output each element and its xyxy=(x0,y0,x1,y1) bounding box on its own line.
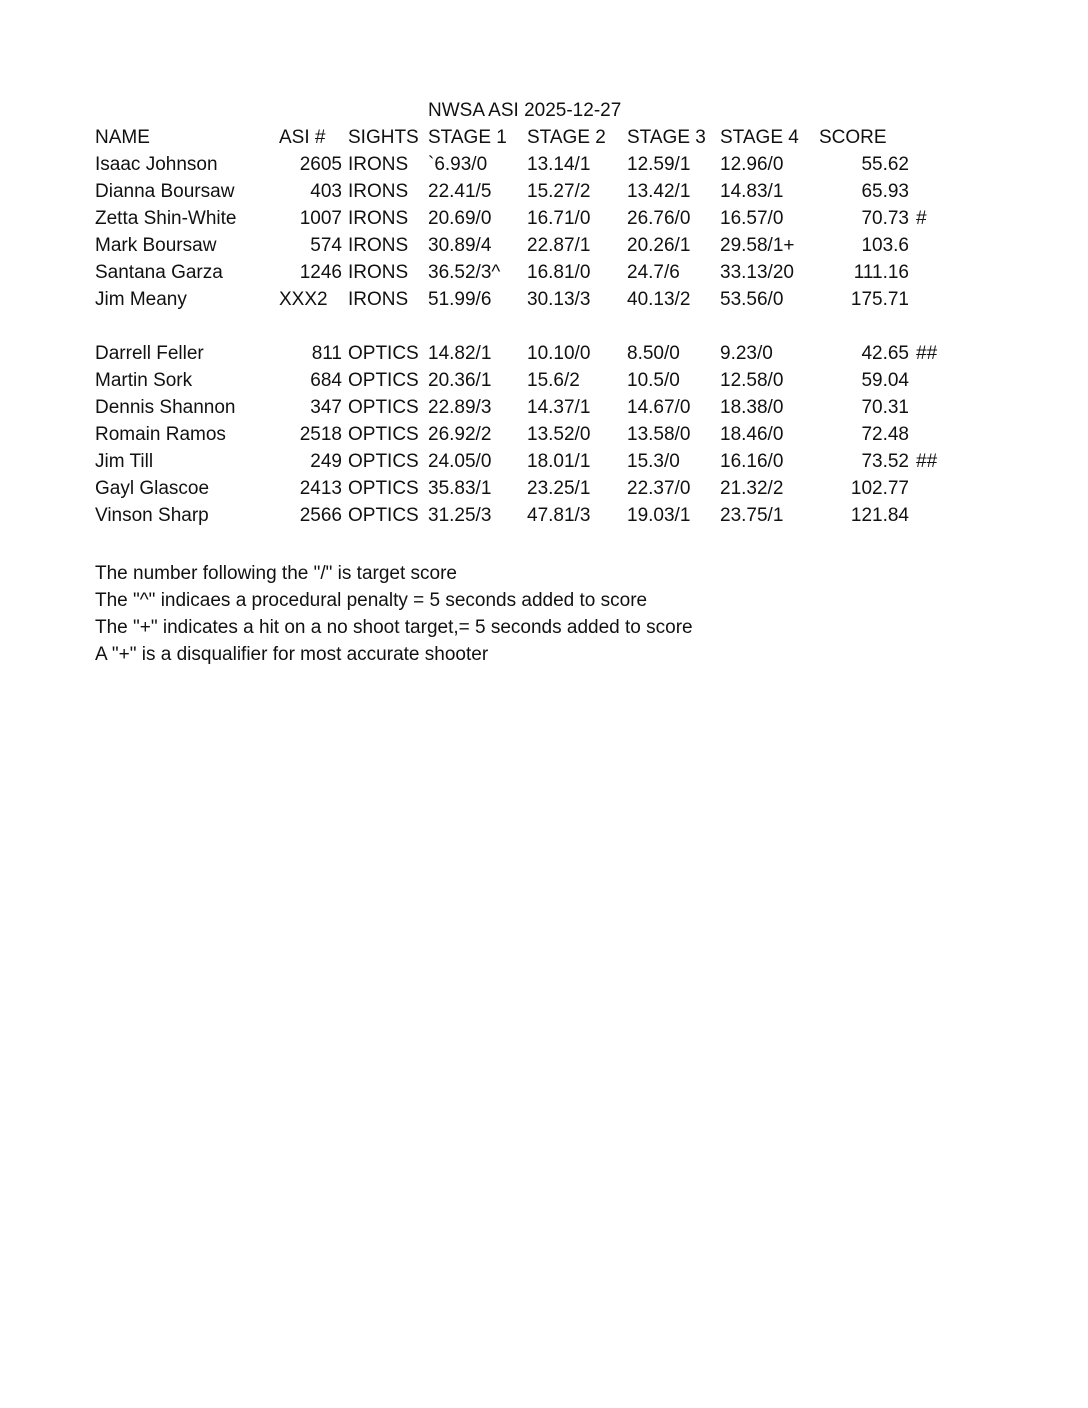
shooter-name: Mark Boursaw xyxy=(95,235,217,256)
stage3-result: 24.7/6 xyxy=(627,262,680,283)
header-name: NAME xyxy=(95,127,150,148)
stage1-result: 31.25/3 xyxy=(428,505,492,526)
sights-type: OPTICS xyxy=(348,397,419,418)
stage4-result: 29.58/1+ xyxy=(720,235,795,256)
award-flag: # xyxy=(916,208,927,229)
stage2-result: 30.13/3 xyxy=(527,289,591,310)
sights-type: OPTICS xyxy=(348,370,419,391)
stage2-result: 13.52/0 xyxy=(527,424,591,445)
shooter-name: Martin Sork xyxy=(95,370,193,391)
stage2-result: 14.37/1 xyxy=(527,397,591,418)
total-score: 55.62 xyxy=(861,154,909,175)
stage3-result: 19.03/1 xyxy=(627,505,691,526)
stage3-result: 15.3/0 xyxy=(627,451,680,472)
stage2-result: 13.14/1 xyxy=(527,154,591,175)
shooter-name: Gayl Glascoe xyxy=(95,478,210,499)
stage1-result: `6.93/0 xyxy=(428,154,488,175)
shooter-name: Vinson Sharp xyxy=(95,505,209,526)
page-title: NWSA ASI 2025-12-27 xyxy=(428,100,622,121)
total-score: 103.6 xyxy=(861,235,909,256)
total-score: 121.84 xyxy=(850,505,909,526)
stage4-result: 16.16/0 xyxy=(720,451,784,472)
asi-number: 1246 xyxy=(299,262,342,283)
asi-number: 2605 xyxy=(299,154,342,175)
sights-type: IRONS xyxy=(348,208,409,229)
stage1-result: 22.89/3 xyxy=(428,397,492,418)
stage4-result: 16.57/0 xyxy=(720,208,784,229)
stage3-result: 40.13/2 xyxy=(627,289,691,310)
shooter-name: Romain Ramos xyxy=(95,424,226,445)
sights-type: OPTICS xyxy=(348,478,419,499)
stage4-result: 18.38/0 xyxy=(720,397,784,418)
note-line: The number following the "/" is target score xyxy=(95,563,457,584)
stage2-result: 23.25/1 xyxy=(527,478,591,499)
asi-number: 684 xyxy=(310,370,342,391)
stage2-result: 15.27/2 xyxy=(527,181,591,202)
stage3-result: 20.26/1 xyxy=(627,235,691,256)
header-asi: ASI # xyxy=(279,127,326,148)
stage4-result: 21.32/2 xyxy=(720,478,784,499)
stage2-result: 18.01/1 xyxy=(527,451,591,472)
shooter-name: Santana Garza xyxy=(95,262,223,283)
award-flag: ## xyxy=(916,451,938,472)
asi-number: 574 xyxy=(310,235,342,256)
asi-number: 249 xyxy=(310,451,342,472)
stage1-result: 36.52/3^ xyxy=(428,262,501,283)
stage2-result: 10.10/0 xyxy=(527,343,591,364)
stage4-result: 18.46/0 xyxy=(720,424,784,445)
total-score: 70.73 xyxy=(861,208,909,229)
stage4-result: 12.58/0 xyxy=(720,370,784,391)
total-score: 59.04 xyxy=(861,370,909,391)
asi-number: XXX2 xyxy=(279,289,328,310)
shooter-name: Dianna Boursaw xyxy=(95,181,235,202)
stage1-result: 20.69/0 xyxy=(428,208,492,229)
sights-type: OPTICS xyxy=(348,505,419,526)
stage2-result: 22.87/1 xyxy=(527,235,591,256)
notes-section xyxy=(95,560,693,668)
header-stage4: STAGE 4 xyxy=(720,127,799,148)
stage4-result: 9.23/0 xyxy=(720,343,773,364)
header-stage3: STAGE 3 xyxy=(627,127,706,148)
stage3-result: 13.58/0 xyxy=(627,424,691,445)
stage1-result: 35.83/1 xyxy=(428,478,492,499)
sights-type: OPTICS xyxy=(348,424,419,445)
shooter-name: Dennis Shannon xyxy=(95,397,236,418)
header-stage2: STAGE 2 xyxy=(527,127,606,148)
stage1-result: 30.89/4 xyxy=(428,235,492,256)
total-score: 70.31 xyxy=(861,397,909,418)
total-score: 65.93 xyxy=(861,181,909,202)
sights-type: IRONS xyxy=(348,181,409,202)
total-score: 42.65 xyxy=(861,343,909,364)
stage4-result: 14.83/1 xyxy=(720,181,784,202)
asi-number: 2518 xyxy=(299,424,342,445)
stage1-result: 26.92/2 xyxy=(428,424,492,445)
asi-number: 2566 xyxy=(299,505,342,526)
stage4-result: 53.56/0 xyxy=(720,289,784,310)
asi-number: 403 xyxy=(310,181,342,202)
stage2-result: 47.81/3 xyxy=(527,505,591,526)
sights-type: IRONS xyxy=(348,154,409,175)
stage4-result: 33.13/20 xyxy=(720,262,794,283)
shooter-name: Darrell Feller xyxy=(95,343,204,364)
total-score: 72.48 xyxy=(861,424,909,445)
sights-type: OPTICS xyxy=(348,451,419,472)
sights-type: IRONS xyxy=(348,289,409,310)
total-score: 175.71 xyxy=(850,289,909,310)
total-score: 111.16 xyxy=(853,262,909,283)
stage1-result: 22.41/5 xyxy=(428,181,492,202)
total-score: 102.77 xyxy=(850,478,909,499)
stage3-result: 22.37/0 xyxy=(627,478,691,499)
stage4-result: 23.75/1 xyxy=(720,505,784,526)
note-line: The "^" indicaes a procedural penalty = 5 seconds added to score xyxy=(95,590,648,611)
header-score: SCORE xyxy=(819,127,887,148)
asi-number: 811 xyxy=(311,343,342,364)
stage3-result: 10.5/0 xyxy=(627,370,680,391)
stage1-result: 20.36/1 xyxy=(428,370,492,391)
asi-number: 1007 xyxy=(299,208,342,229)
stage3-result: 26.76/0 xyxy=(627,208,691,229)
header-sights: SIGHTS xyxy=(348,127,419,148)
total-score: 73.52 xyxy=(861,451,909,472)
shooter-name: Jim Till xyxy=(95,451,154,472)
header-stage1: STAGE 1 xyxy=(428,127,507,148)
sights-type: IRONS xyxy=(348,235,409,256)
stage1-result: 51.99/6 xyxy=(428,289,492,310)
stage3-result: 14.67/0 xyxy=(627,397,691,418)
stage1-result: 14.82/1 xyxy=(428,343,492,364)
stage3-result: 12.59/1 xyxy=(627,154,691,175)
stage2-result: 16.81/0 xyxy=(527,262,591,283)
asi-number: 347 xyxy=(310,397,342,418)
note-line: A "+" is a disqualifier for most accurate shooter xyxy=(95,644,489,665)
shooter-name: Zetta Shin-White xyxy=(95,208,237,229)
stage3-result: 13.42/1 xyxy=(627,181,691,202)
sights-type: OPTICS xyxy=(348,343,419,364)
stage4-result: 12.96/0 xyxy=(720,154,784,175)
shooter-name: Jim Meany xyxy=(95,289,187,310)
award-flag: ## xyxy=(916,343,938,364)
stage3-result: 8.50/0 xyxy=(627,343,680,364)
note-line: The "+" indicates a hit on a no shoot target,= 5 seconds added to score xyxy=(95,617,693,638)
stage2-result: 15.6/2 xyxy=(527,370,580,391)
stage1-result: 24.05/0 xyxy=(428,451,492,472)
stage2-result: 16.71/0 xyxy=(527,208,591,229)
asi-number: 2413 xyxy=(299,478,342,499)
sights-type: IRONS xyxy=(348,262,409,283)
shooter-name: Isaac Johnson xyxy=(95,154,218,175)
